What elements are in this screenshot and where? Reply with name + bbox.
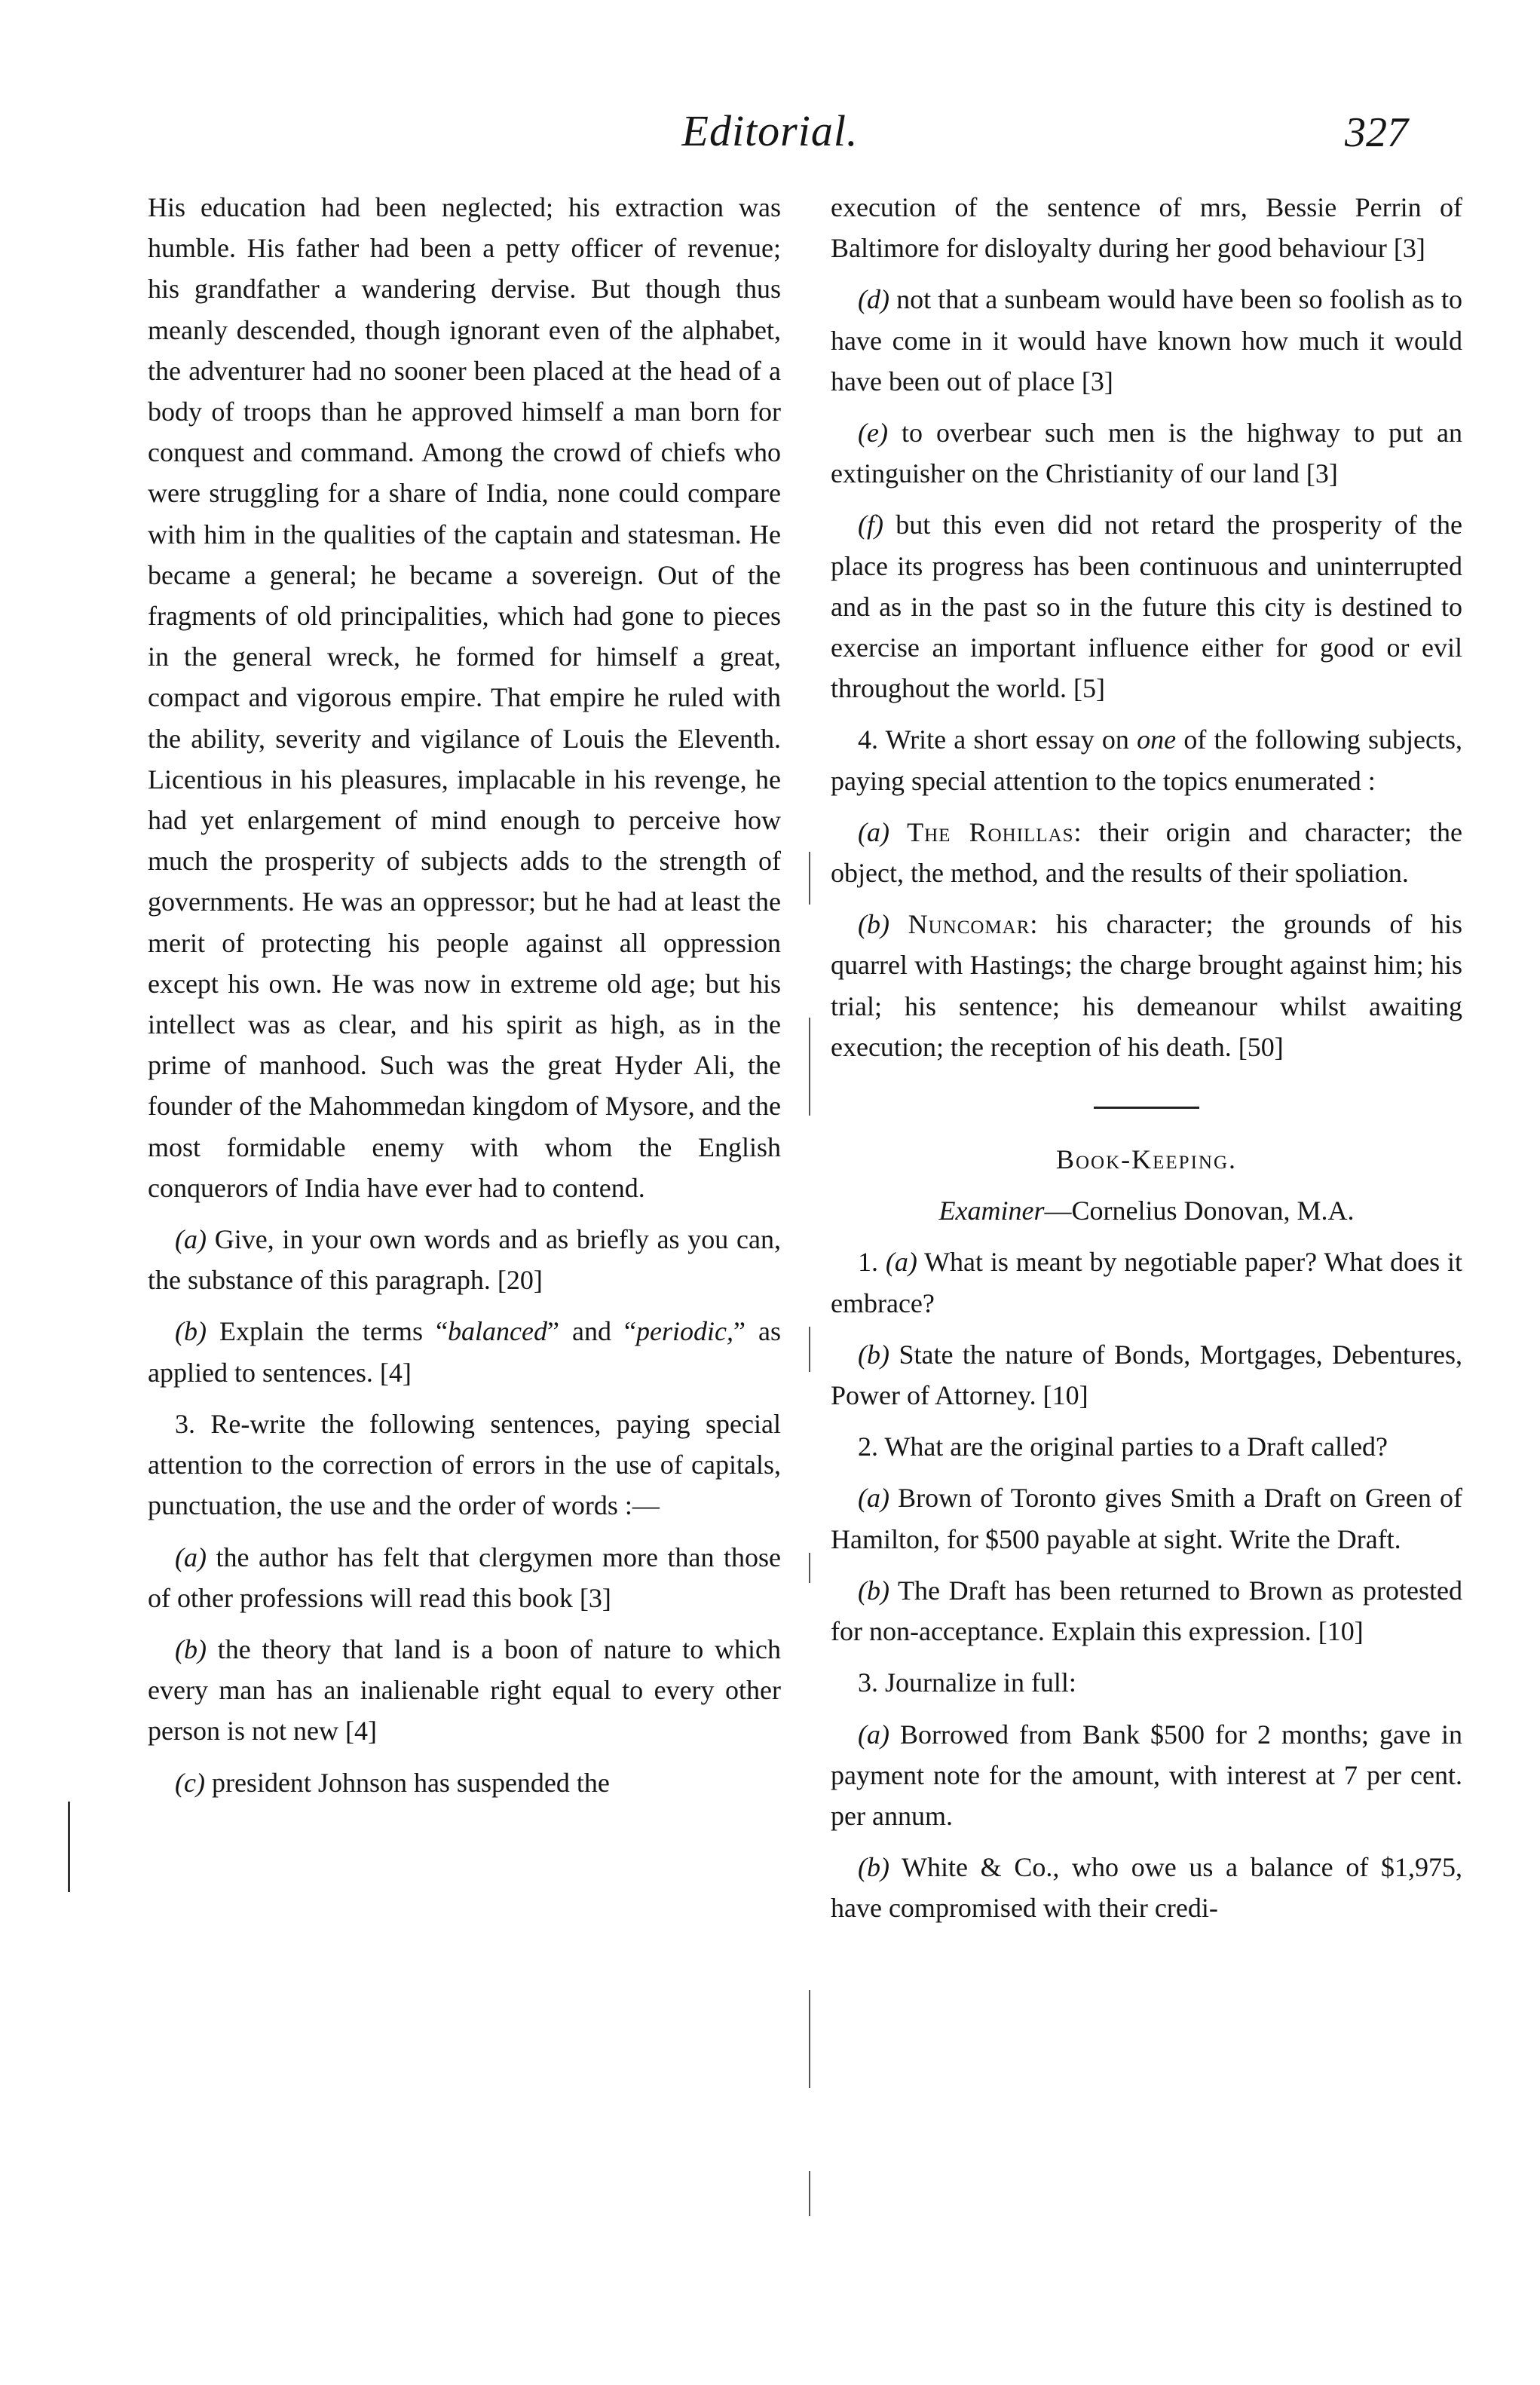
item-text: but this even did not retard the prosperity of the place its progress has been continuous and uninterrupted and as in the past so in the future this city is destined to exercise an important influence either for good or evil throughout the world. [5] xyxy=(831,510,1462,704)
question-3c-continued: execution of the sentence of mrs, Bessie Perrin of Baltimore for disloyalty during her good behaviour [3] xyxy=(831,192,1462,264)
item-label: (a) xyxy=(175,1542,207,1572)
question-4 xyxy=(831,719,1462,801)
gutter-scan-mark xyxy=(809,852,810,905)
question-4a xyxy=(831,812,1462,893)
item-label: (b) xyxy=(858,909,889,940)
item-text: State the nature of Bonds, Mortgages, Debentures, Power of Attorney. [10] xyxy=(831,1339,1463,1411)
item-text: the theory that land is a boon of nature to which every man has an inalienable right equal to every other person is not new [4] xyxy=(148,1633,781,1747)
emphasis-one: one xyxy=(1137,724,1177,755)
term-periodic: periodic, xyxy=(636,1316,734,1347)
bk-question-3b xyxy=(831,1847,1462,1928)
item-text: Give, in your own words and as briefly as you can, the substance of this paragraph. [20] xyxy=(148,1224,781,1296)
section-divider xyxy=(1094,1107,1199,1109)
gutter-scan-mark xyxy=(809,1553,810,1583)
running-header: Editorial. xyxy=(681,106,859,155)
bk-question-3: 3. Journalize in full: xyxy=(858,1667,1076,1698)
question-3: 3. Re-write the following sentences, paying special attention to the correction of errors in the use of capitals, punctuation, the use and the order of words :— xyxy=(148,1408,781,1521)
item-text: What is meant by negotiable paper? What does it embrace? xyxy=(831,1247,1462,1318)
item-text: Brown of Toronto gives Smith a Draft on Green of Hamilton, for $500 payable at sight. Write the Draft. xyxy=(831,1483,1463,1554)
right-column xyxy=(831,187,1462,1940)
term-balanced: balanced xyxy=(448,1316,548,1347)
item-text: White & Co., who owe us a balance of $1,975, have compromised with their credi- xyxy=(831,1852,1462,1924)
bk-question-1b xyxy=(831,1334,1462,1416)
item-text: ” as applied to sentences. [4] xyxy=(148,1316,782,1388)
item-text: : their origin and character; the object, the method, and the results of their spoliation. xyxy=(831,816,1463,889)
item-text: : his character; the grounds of his quarrel with Hastings; the charge brought against him; his trial; his sentence; his demeanour whilst awaiting execution; the reception of his death. [50] xyxy=(831,909,1462,1062)
topic-rohillas: The Rohillas xyxy=(907,816,1074,847)
item-number: 1. xyxy=(858,1247,878,1278)
question-3e xyxy=(831,412,1462,494)
topic-nuncomar: Nuncomar xyxy=(908,909,1030,940)
item-label: (a) xyxy=(858,1483,889,1514)
item-text: not that a sunbeam would have been so foolish as to have come in it would have known how much it would have been out of place [3] xyxy=(831,284,1462,396)
question-3d xyxy=(831,279,1462,402)
bk-question-2a xyxy=(831,1477,1462,1559)
bk-question-2b xyxy=(831,1570,1462,1652)
question-3c xyxy=(148,1762,781,1803)
item-text: The Draft has been returned to Brown as protested for non-acceptance. Explain this expression. [10] xyxy=(831,1575,1462,1647)
question-2a xyxy=(148,1219,781,1300)
item-label: (d) xyxy=(858,284,889,315)
question-3a xyxy=(148,1537,781,1618)
question-3b xyxy=(148,1629,781,1752)
bk-question-1a xyxy=(831,1241,1462,1323)
item-label: (b) xyxy=(175,1633,207,1664)
margin-scan-mark xyxy=(68,1802,70,1892)
item-text: president Johnson has suspended the xyxy=(211,1767,610,1798)
question-2b xyxy=(148,1311,781,1392)
item-label: (a) xyxy=(885,1247,917,1278)
item-text: Explain the terms “ xyxy=(219,1316,449,1347)
examiner-name: —Cornelius Donovan, M.A. xyxy=(1044,1196,1355,1226)
item-text: the author has felt that clergymen more than those of other professions will read this book [3] xyxy=(148,1542,781,1613)
gutter-scan-mark xyxy=(809,1990,810,2088)
item-label: (a) xyxy=(175,1224,207,1255)
item-label: (b) xyxy=(858,1575,889,1606)
item-label: (a) xyxy=(858,1719,889,1750)
left-column xyxy=(148,187,781,1814)
item-text: 4. Write a short essay on xyxy=(858,724,1137,755)
item-label: (c) xyxy=(175,1767,205,1798)
examiner-line xyxy=(831,1190,1462,1231)
gutter-scan-mark xyxy=(809,1327,810,1372)
section-title-book-keeping: Book-Keeping. xyxy=(1055,1144,1238,1175)
bk-question-2: 2. What are the original parties to a Draft called? xyxy=(858,1431,1388,1462)
item-text: ” and “ xyxy=(547,1316,637,1347)
question-4b xyxy=(831,904,1462,1067)
item-text: Borrowed from Bank $500 for 2 months; gave in payment note for the amount, with interest at 7 per cent. per annum. xyxy=(831,1719,1462,1831)
item-label: (f) xyxy=(858,510,883,540)
item-label: (a) xyxy=(858,816,889,847)
page-number: 327 xyxy=(1345,109,1408,156)
item-label: (b) xyxy=(858,1852,889,1883)
item-text: to overbear such men is the highway to put an extinguisher on the Christianity of our land [3] xyxy=(831,418,1463,489)
examiner-label: Examiner xyxy=(938,1196,1045,1226)
item-label: (b) xyxy=(858,1339,889,1370)
gutter-scan-mark xyxy=(809,2171,810,2216)
question-3f xyxy=(831,504,1462,709)
gutter-scan-mark xyxy=(809,1018,810,1116)
hyder-ali-passage: His education had been neglected; his extraction was humble. His father had been a petty officer of revenue; his grandfather a wandering dervise. But though thus meanly descended, though ignorant even of the alphabet, the adventurer had no sooner been placed at the head of a body of troops than he approved himself a man born for conquest and command. Among the crowd of chiefs who were struggling for a share of India, none could compare with him in the qualities of the captain and statesman. He became a general; he became a sovereign. Out of the fragments of old principalities, which had gone to pieces in the general wreck, he formed for himself a great, compact and vigorous empire. That empire he ruled with the ability, severity and vigilance of Louis the Eleventh. Licentious in his pleasures, implacable in his revenge, he had yet enlargement of mind enough to perceive how much the prosperity of subjects adds to the strength of governments. He was an oppressor; but he had at least the merit of protecting his people against all oppression except his own. He was now in extreme old age; but his intellect was as clear, and his spirit as high, as in the prime of manhood. Such was the great Hyder Ali, the founder of the Mahommedan kingdom of Mysore, and the most formidable enemy with whom the English conquerors of India have ever had to contend. xyxy=(148,192,781,1203)
item-label: (b) xyxy=(175,1316,207,1347)
item-text: of the following subjects, paying special attention to the topics enumerated : xyxy=(831,724,1462,796)
bk-question-3a xyxy=(831,1714,1462,1837)
item-label: (e) xyxy=(858,418,888,449)
